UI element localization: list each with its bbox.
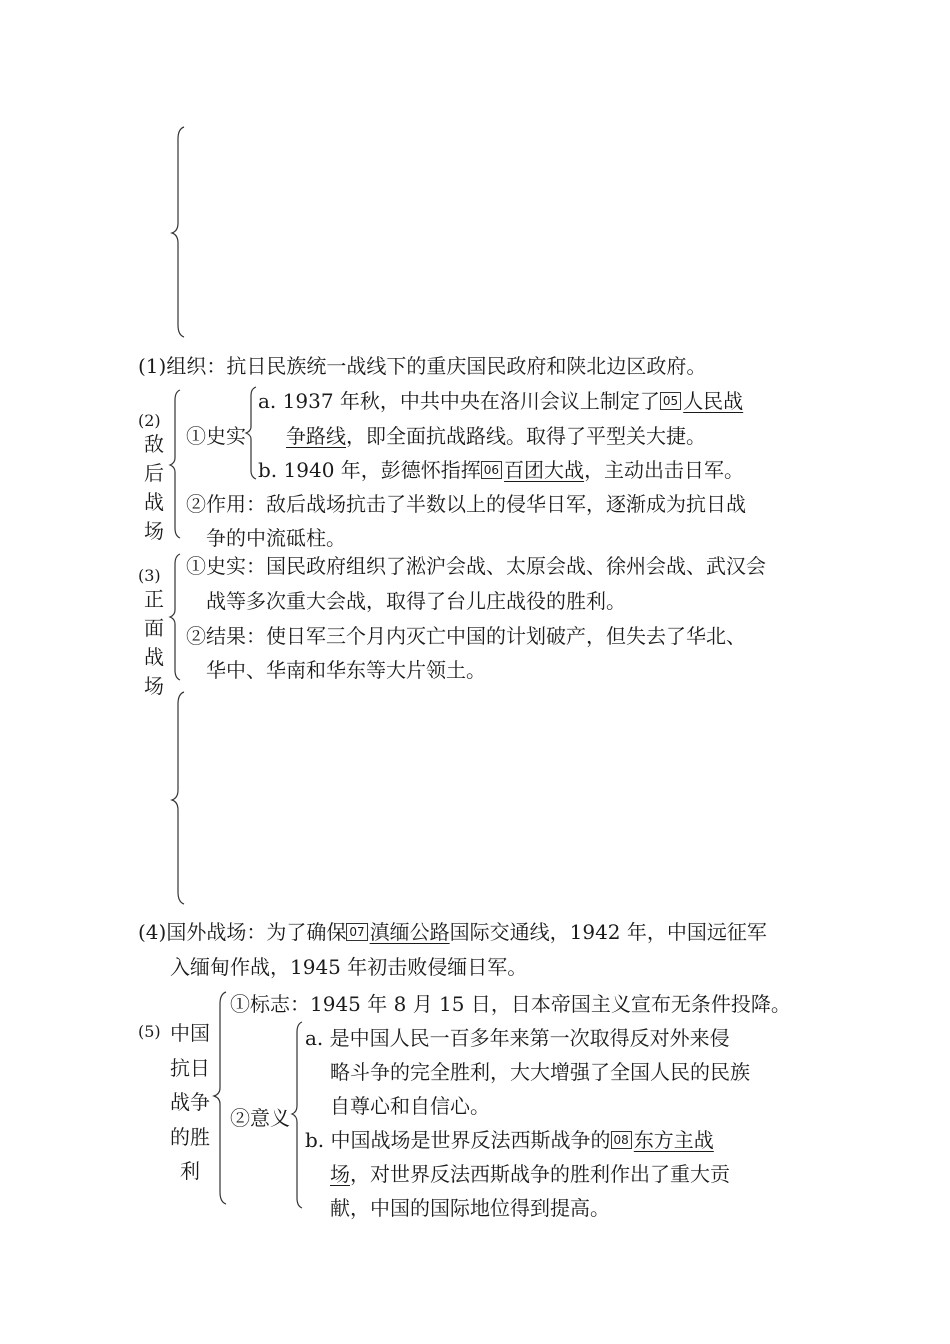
s5-brace [212, 990, 230, 1208]
s5-biaozhi-line: ①标志：1945 年 8 月 15 日，日本帝国主义宣布无条件投降。 [230, 992, 791, 1016]
s3-title-char: 正 [144, 587, 164, 611]
s2-a-answer-cont: 争路线 [286, 424, 346, 448]
s2-title [140, 430, 168, 546]
s2-title-char: 敌 [144, 432, 164, 456]
s2-zuoyong-line2: 争的中流砥柱。 [206, 526, 346, 550]
s2-title-char: 场 [144, 519, 164, 543]
s5-title-line: 中国 [170, 1021, 210, 1045]
s3-number: (3) [138, 566, 161, 585]
s3-title-char: 场 [144, 674, 164, 698]
answer-number-box: 06 [481, 461, 502, 479]
s3-brace [168, 552, 184, 682]
s5-yiyi-b-line3: 献，中国的国际地位得到提高。 [330, 1196, 610, 1220]
s2-shishi-a-line1 [258, 387, 743, 415]
s2-zuoyong-line1: ②作用：敌后战场抗击了半数以上的侵华日军，逐渐成为抗日战 [186, 492, 746, 516]
s1-organization-line: (1)组织：抗日民族统一战线下的重庆国民政府和陕北边区政府。 [138, 354, 707, 378]
s4-line1 [138, 918, 767, 946]
s2-a-rest: ，即全面抗战路线。取得了平型关大捷。 [346, 424, 706, 448]
s3-jieguo-line1: ②结果：使日军三个月内灭亡中国的计划破产，但失去了华北、 [186, 624, 746, 648]
answer-number-box: 05 [660, 392, 681, 410]
s5-yiyi-label: ②意义 [230, 1106, 290, 1130]
s5-b-rest: ，对世界反法西斯战争的胜利作出了重大贡 [350, 1162, 730, 1186]
s5-number: (5) [138, 1022, 161, 1041]
s5-yiyi-b-line2 [330, 1160, 730, 1188]
s3-title-char: 面 [144, 616, 164, 640]
s5-b-answer-cont: 场 [330, 1162, 350, 1186]
s2-shishi-a-line2 [286, 422, 706, 450]
s5-title [166, 1016, 214, 1189]
s4-prefix: (4)国外战场：为了确保 [138, 920, 347, 944]
top-empty-brace [170, 125, 190, 340]
s3-shishi-line1: ①史实：国民政府组织了淞沪会战、太原会战、徐州会战、武汉会 [186, 554, 766, 578]
middle-empty-brace [170, 690, 190, 908]
s5-b-answer: 东方主战 [633, 1128, 714, 1152]
s3-title-char: 战 [144, 645, 164, 669]
s4-answer: 滇缅公路 [369, 920, 450, 944]
s2-title-char: 后 [144, 461, 164, 485]
answer-number-box: 08 [611, 1131, 632, 1149]
s2-title-char: 战 [144, 490, 164, 514]
s4-rest: 国际交通线，1942 年，中国远征军 [449, 920, 767, 944]
s2-shishi-b-line [258, 456, 744, 484]
s5-yiyi-a-line2: 略斗争的完全胜利，大大增强了全国人民的民族 [330, 1060, 750, 1084]
s5-yiyi-a-line1: a. 是中国人民一百多年来第一次取得反对外来侵 [305, 1026, 730, 1050]
s2-brace [168, 388, 184, 540]
s3-title [140, 585, 168, 701]
s2-b-rest: ，主动出击日军。 [584, 458, 745, 482]
s5-b-text: b. 中国战场是世界反法西斯战争的 [305, 1128, 611, 1152]
s5-title-line: 的胜 [170, 1124, 210, 1149]
s5-title-line: 利 [180, 1159, 200, 1183]
s5-yiyi-a-line3: 自尊心和自信心。 [330, 1094, 490, 1118]
s5-title-line: 抗日 [170, 1055, 210, 1080]
s3-shishi-line2: 战等多次重大会战，取得了台儿庄战役的胜利。 [206, 589, 626, 613]
s2-a-answer: 人民战 [683, 389, 744, 413]
s4-line2: 入缅甸作战，1945 年初击败侵缅日军。 [170, 955, 528, 979]
s2-a-text: a. 1937 年秋，中共中央在洛川会议上制定了 [258, 389, 660, 413]
s5-title-line: 战争 [170, 1090, 210, 1114]
s2-number: (2) [138, 411, 161, 430]
answer-number-box: 07 [346, 923, 367, 941]
s5-yiyi-b-line1 [305, 1126, 714, 1154]
s3-jieguo-line2: 华中、华南和华东等大片领土。 [206, 658, 486, 682]
s2-b-answer: 百团大战 [504, 458, 585, 482]
s2-shishi-label: ①史实 [186, 424, 246, 448]
s2-b-text: b. 1940 年，彭德怀指挥 [258, 458, 481, 482]
s5-yiyi-brace [290, 1020, 306, 1210]
